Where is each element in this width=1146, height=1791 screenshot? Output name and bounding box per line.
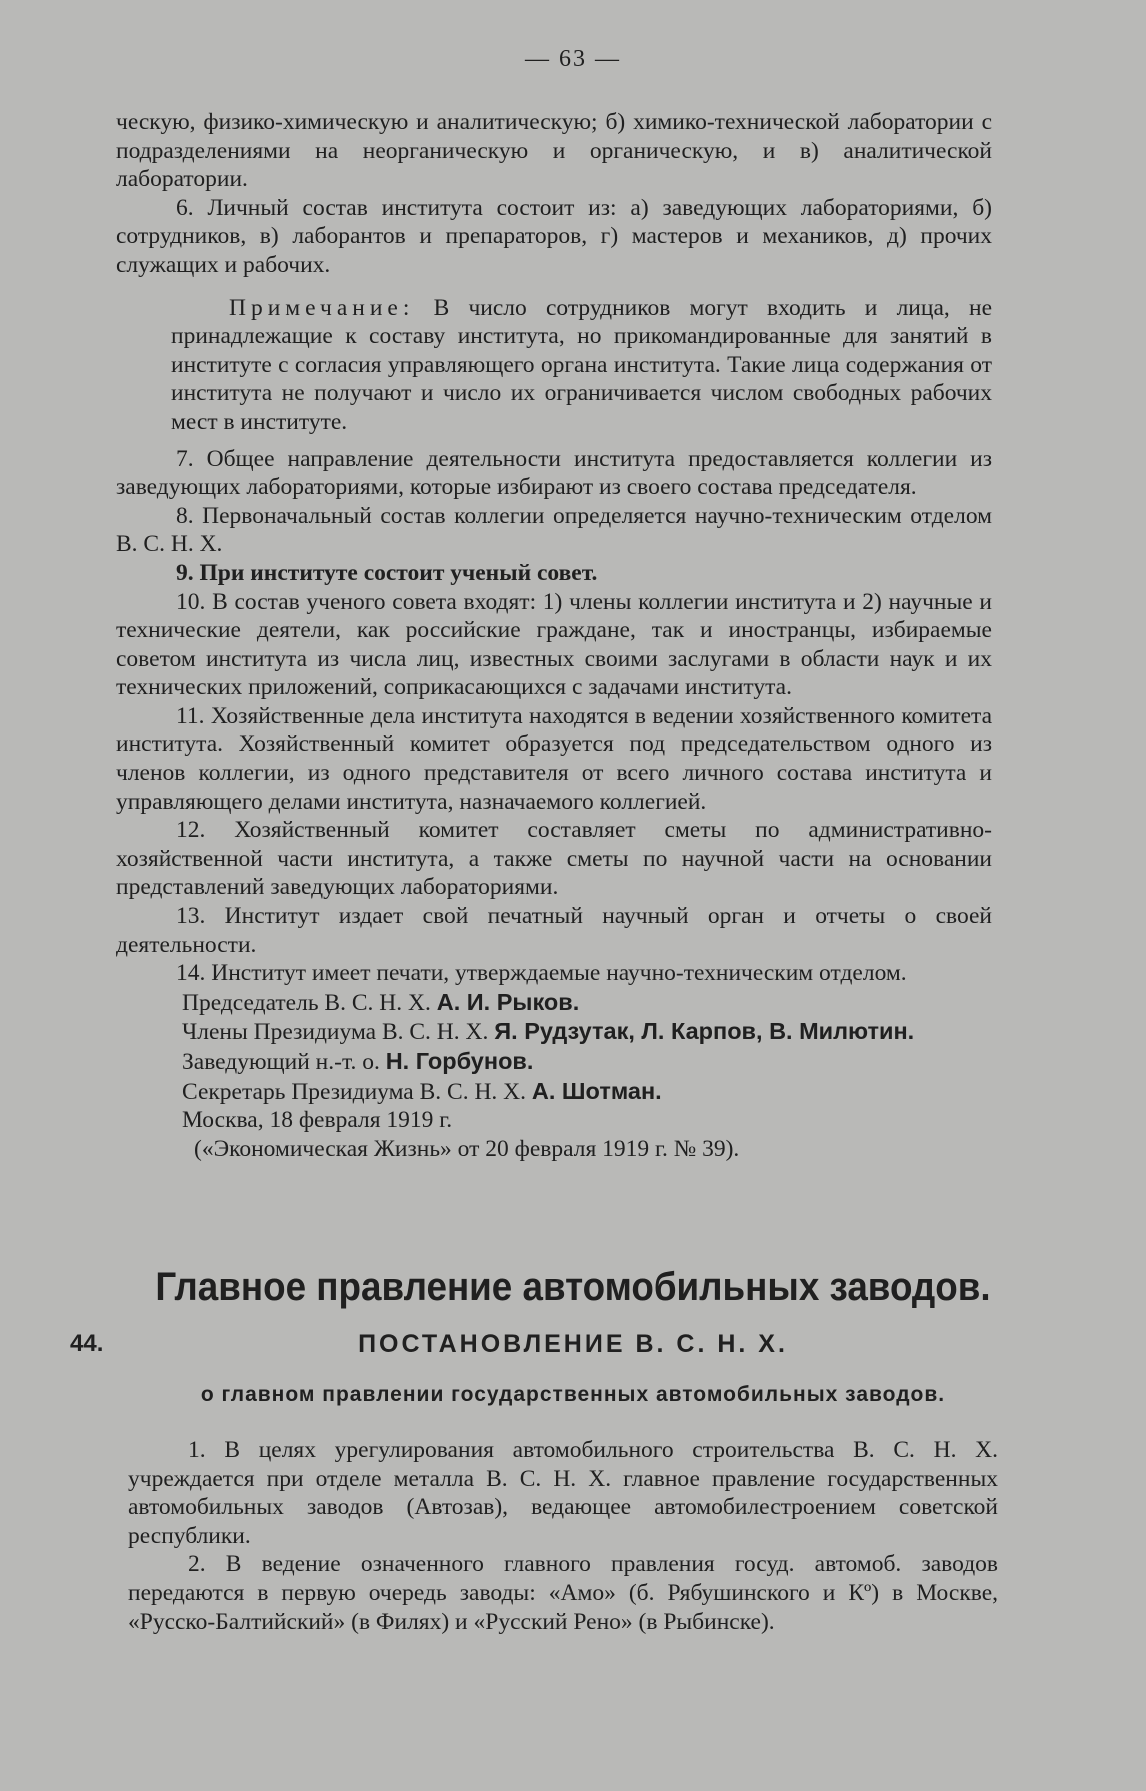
paragraph: 7. Общее направление деятельности института предоставляется коллегии из заведующих лабораториями, которые избирают из своего состава председателя.	[116, 445, 992, 501]
signature-name: А. И. Рыков.	[436, 988, 580, 1015]
section-heading: Главное правление автомобильных заводов.	[155, 1265, 991, 1309]
note-label: Примечание:	[229, 294, 415, 321]
text-body-bottom	[128, 1436, 998, 1636]
decree-subtitle: о главном правлении государственных автомобильных заводов.	[200, 1383, 946, 1406]
signature-name: Н. Горбунов.	[385, 1048, 534, 1074]
signature-name: Я. Рудзутак, Л. Карпов, В. Милютин.	[494, 1018, 915, 1045]
signature-role: Заведующий н.-т. о.	[182, 1049, 380, 1075]
paragraph: 8. Первоначальный состав коллегии определяется научно-техническим отделом В. С. Н. Х.	[116, 502, 992, 558]
paragraph: 2. В ведение означенного главного правления госуд. автомоб. заводов передаются в первую очередь заводы: «Амо» (б. Рябушинского и Кº) в Москве, «Русско-Балтийский» (в Филях) и «Русский Рено» (в Рыбинске).	[128, 1551, 998, 1635]
decree-number: 44.	[70, 1330, 104, 1357]
paragraph: 9. При институте состоит ученый совет.	[176, 559, 598, 586]
note-text: В число сотрудников могут входить и лица, не принадлежащие к составу института, но прикомандированные для занятий в институте с согласия управляющего органа института. Такие лица содержания от института не получают и число их ограничивается числом свободных рабочих мест в институте.	[171, 294, 992, 435]
signature-role: Председатель В. С. Н. Х.	[182, 989, 431, 1016]
signature-role: Секретарь Президиума В. С. Н. Х.	[182, 1078, 527, 1105]
signature-block	[116, 988, 992, 1164]
paragraph: 13. Институт издает свой печатный научный орган и отчеты о своей деятельности.	[116, 903, 992, 958]
signature-line	[182, 1047, 992, 1077]
signature-line	[182, 988, 992, 1018]
signature-line	[182, 1017, 992, 1047]
paragraph: 11. Хозяйственные дела института находятся в ведении хозяйственного комитета института. Хозяйственный комитет образуется под председательством одного из членов коллегии, из одного представителя от всего личного состава института и управляющего делами института, назначаемого коллегией.	[116, 702, 992, 815]
place-date: Москва, 18 февраля 1919 г.	[182, 1107, 453, 1134]
signature-name: А. Шотман.	[531, 1077, 662, 1104]
page-number: — 63 —	[525, 46, 621, 72]
paragraph: 10. В состав ученого совета входят: 1) члены коллегии института и 2) научные и технические деятели, как российские граждане, так и иностранцы, избираемые советом института из числа лиц, известных своими заслугами в области наук и их технических приложений, соприкасающихся с задачами института.	[116, 588, 992, 701]
note-paragraph	[116, 294, 992, 437]
signature-role: Члены Президиума В. С. Н. Х.	[182, 1019, 489, 1046]
signature-line	[182, 1077, 992, 1107]
paragraph: 12. Хозяйственный комитет составляет сметы по административно-хозяйственной части института, а также сметы по научной части на основании представлений заведующих лабораториями.	[116, 817, 992, 901]
decree-title: ПОСТАНОВЛЕНИЕ В. С. Н. Х.	[358, 1330, 788, 1358]
paragraph: 14. Институт имеет печати, утверждаемые научно-техническим отделом.	[176, 960, 907, 987]
source-citation: («Экономическая Жизнь» от 20 февраля 1919 г. № 39).	[194, 1135, 740, 1162]
paragraph: 6. Личный состав института состоит из: а) заведующих лабораториями, б) сотрудников, в) лаборантов и препараторов, г) мастеров и механиков, д) прочих служащих и рабочих.	[116, 194, 992, 278]
paragraph: 1. В целях урегулирования автомобильного строительства В. С. Н. Х. учреждается при отделе металла В. С. Н. Х. главное правление государственных автомобильных заводов (Автозав), ведающее автомобилестроением советской республики.	[128, 1437, 998, 1549]
text-body-top	[116, 108, 992, 1163]
paragraph: ческую, физико-химическую и аналитическую; б) химико-технической лаборатории с подразделениями на неорганическую и органическую, и в) аналитической лаборатории.	[116, 109, 992, 193]
